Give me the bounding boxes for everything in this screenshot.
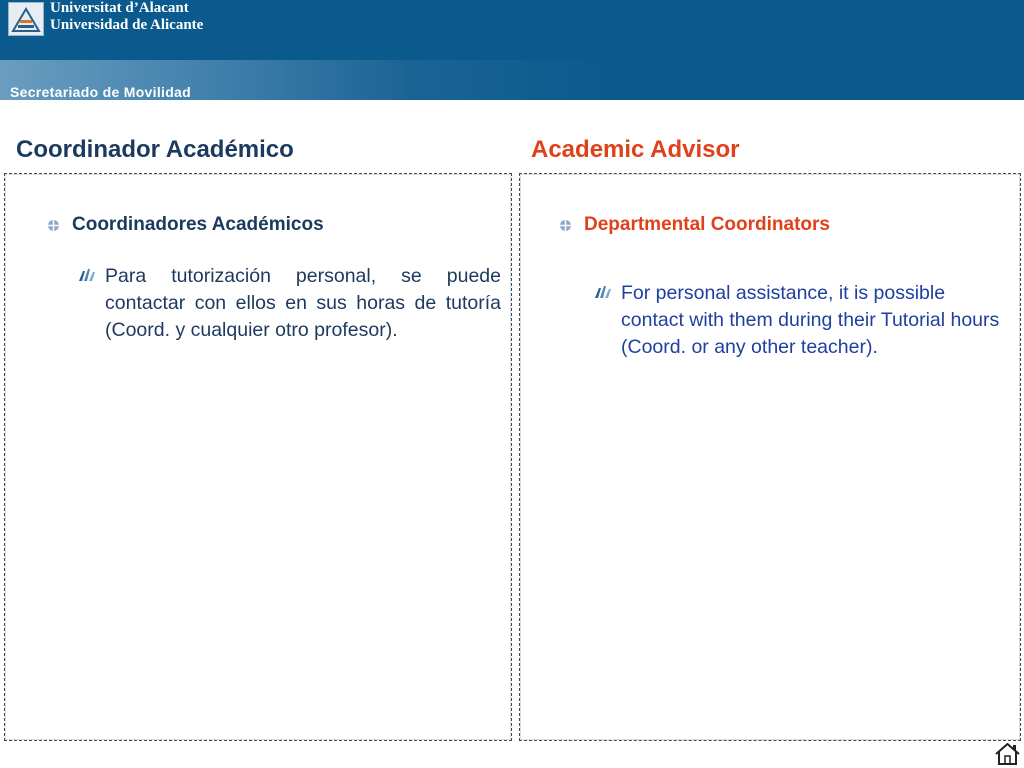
left-panel xyxy=(4,173,512,741)
university-logo-icon xyxy=(8,2,44,36)
university-name xyxy=(50,0,203,34)
brush-bullet-icon xyxy=(78,268,95,282)
left-bullet-level1 xyxy=(47,214,324,236)
right-bullet-level2 xyxy=(594,280,1011,361)
diamond-bullet-icon xyxy=(559,219,572,232)
diamond-bullet-icon xyxy=(47,219,60,232)
department-name: Secretariado de Movilidad xyxy=(10,84,191,100)
header-banner xyxy=(0,0,1024,100)
home-icon[interactable] xyxy=(995,743,1020,765)
university-name-line2: Universidad de Alicante xyxy=(50,17,204,33)
university-name-line1: Universitat d’Alacant xyxy=(50,0,189,16)
right-bullet-level2-text: For personal assistance, it is possible contact with them during their Tutorial hours (Coord. or any other teacher). xyxy=(621,282,1000,358)
right-bullet-level1 xyxy=(559,214,830,236)
left-bullet-level2-text: Para tutorización personal, se puede contactar con ellos en sus horas de tutoría (Coord. y cualquier otro profesor). xyxy=(105,265,501,341)
left-bullet-level1-text: Coordinadores Académicos xyxy=(72,214,324,235)
left-bullet-level2 xyxy=(78,263,501,344)
right-panel xyxy=(519,173,1021,741)
right-bullet-level1-text: Departmental Coordinators xyxy=(584,214,830,235)
right-title: Academic Advisor xyxy=(531,136,740,163)
left-title: Coordinador Académico xyxy=(16,136,294,163)
brush-bullet-icon xyxy=(594,285,611,299)
